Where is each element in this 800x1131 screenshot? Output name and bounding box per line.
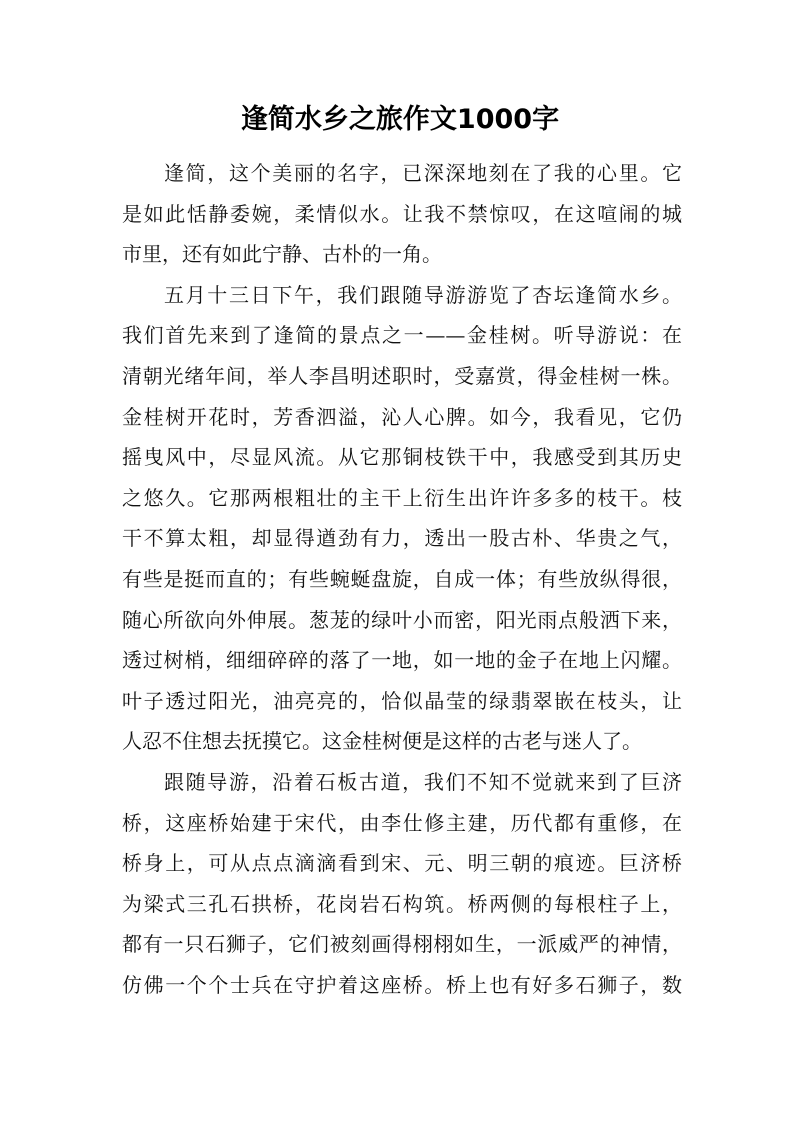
text-line: 为梁式三孔石拱桥，花岗岩石构筑。桥两侧的每根柱子上， (122, 891, 682, 916)
text-line: 摇曳风中，尽显风流。从它那铜枝铁干中，我感受到其历史 (122, 445, 682, 470)
text-line: 有些是挺而直的；有些蜿蜒盘旋，自成一体；有些放纵得很， (122, 566, 682, 591)
text-line: 跟随导游，沿着石板古道，我们不知不觉就来到了巨济 (164, 769, 682, 794)
document-body (122, 153, 682, 1005)
text-line: 干不算太粗，却显得遒劲有力，透出一股古朴、华贵之气， (122, 526, 682, 551)
document-title: 逢简水乡之旅作文1000字 (240, 104, 560, 135)
text-line: 是如此恬静委婉，柔情似水。让我不禁惊叹，在这喧闹的城 (122, 201, 682, 226)
text-line: 我们首先来到了逢简的景点之一——金桂树。听导游说：在 (122, 323, 682, 348)
text-line: 金桂树开花时，芳香泗溢，沁人心脾。如今，我看见，它仍 (122, 404, 682, 429)
text-line: 清朝光绪年间，举人李昌明述职时，受嘉赏，得金桂树一株。 (122, 363, 682, 388)
text-line: 五月十三日下午，我们跟随导游游览了杏坛逢简水乡。 (164, 282, 682, 307)
text-line: 桥身上，可从点点滴滴看到宋、元、明三朝的痕迹。巨济桥 (122, 851, 682, 876)
paragraph-2 (122, 275, 682, 762)
text-line: 仿佛一个个士兵在守护着这座桥。桥上也有好多石狮子，数 (122, 972, 682, 997)
text-line: 市里，还有如此宁静、古朴的一角。 (122, 242, 442, 267)
text-line: 透过树梢，细细碎碎的落了一地，如一地的金子在地上闪耀。 (122, 648, 682, 673)
text-line: 叶子透过阳光，油亮亮的，恰似晶莹的绿翡翠嵌在枝头，让 (122, 688, 682, 713)
text-line: 人忍不住想去抚摸它。这金桂树便是这样的古老与迷人了。 (122, 729, 642, 754)
paragraph-3 (122, 762, 682, 1006)
paragraph-1 (122, 153, 682, 275)
text-line: 随心所欲向外伸展。葱茏的绿叶小而密，阳光雨点般洒下来， (122, 607, 682, 632)
text-line: 逢简，这个美丽的名字，已深深地刻在了我的心里。它 (164, 161, 682, 185)
text-line: 都有一只石狮子，它们被刻画得栩栩如生，一派威严的神情， (122, 932, 682, 957)
text-line: 桥，这座桥始建于宋代，由李仕修主建，历代都有重修，在 (122, 810, 682, 835)
text-line: 之悠久。它那两根粗壮的主干上衍生出许许多多的枝干。枝 (122, 485, 682, 510)
